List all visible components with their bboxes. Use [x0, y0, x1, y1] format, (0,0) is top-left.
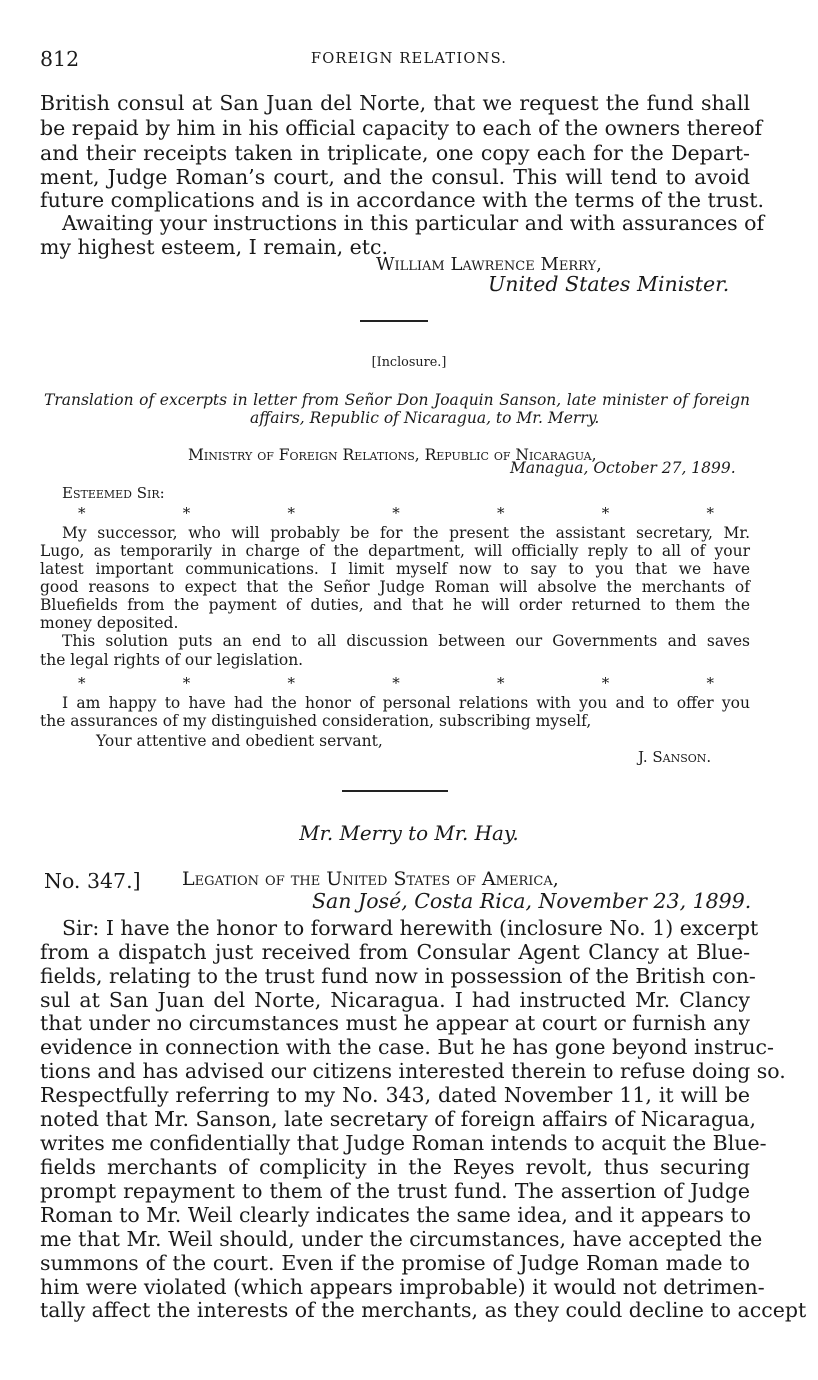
body-line: evidence in connection with the case. But he has gone beyond instruc-: [40, 1035, 774, 1059]
divider: [342, 790, 448, 792]
asterisk: *: [287, 504, 295, 522]
legation-dateline: Legation of the United States of America,: [182, 868, 559, 890]
asterisk: *: [497, 674, 505, 692]
closing: Your attentive and obedient servant,: [96, 732, 383, 750]
salutation: Esteemed Sir:: [62, 484, 165, 502]
inclosure-paragraph-line: Bluefields from the payment of duties, and that he will order returned to them the: [40, 596, 750, 614]
body-line: Respectfully referring to my No. 343, dated November 11, it will be: [40, 1083, 750, 1107]
inclosure-paragraph-line: good reasons to expect that the Señor Judge Roman will absolve the merchants of: [40, 578, 750, 596]
inclosure-paragraph-line: Lugo, as temporarily in charge of the department, will officially reply to all of your: [40, 542, 750, 560]
letter-date: San José, Costa Rica, November 23, 1899.: [312, 889, 752, 913]
translation-heading: Translation of excerpts in letter from Señor Don Joaquin Sanson, late minister of foreign: [44, 391, 750, 409]
asterisk: *: [497, 504, 505, 522]
asterisk: *: [392, 674, 400, 692]
letter-end-line: be repaid by him in his official capacity to each of the owners thereof: [40, 116, 763, 140]
page-number: 812: [40, 47, 80, 71]
body-line: sul at San Juan del Norte, Nicaragua. I had instructed Mr. Clancy: [40, 988, 750, 1012]
body-line: tions and has advised our citizens interested therein to refuse doing so.: [40, 1059, 786, 1083]
body-line: that under no circumstances must he appear at court or furnish any: [40, 1011, 750, 1035]
body-line: Sir: I have the honor to forward herewith (inclosure No. 1) excerpt: [62, 916, 759, 940]
asterisk: *: [78, 504, 86, 522]
body-line: summons of the court. Even if the promise of Judge Roman made to: [40, 1251, 750, 1275]
signature-title: United States Minister.: [488, 272, 730, 296]
body-line: him were violated (which appears improbable) it would not detrimen-: [40, 1275, 765, 1299]
inclosure-paragraph-line: I am happy to have had the honor of personal relations with you and to offer you: [62, 694, 750, 712]
asterisk: *: [706, 674, 714, 692]
letter-end-line: and their receipts taken in triplicate, one copy each for the Depart-: [40, 141, 750, 165]
body-line: noted that Mr. Sanson, late secretary of foreign affairs of Nicaragua,: [40, 1107, 757, 1131]
body-line: prompt repayment to them of the trust fund. The assertion of Judge: [40, 1179, 750, 1203]
asterisk: *: [601, 504, 610, 522]
body-line: fields merchants of complicity in the Reyes revolt, thus securing: [40, 1155, 750, 1179]
running-title: FOREIGN RELATIONS.: [310, 50, 508, 67]
letter-title: Mr. Merry to Mr. Hay.: [299, 822, 519, 845]
asterisk: *: [182, 674, 191, 692]
letter-end-line: future complications and is in accordance with the terms of the trust.: [40, 188, 765, 212]
body-line: me that Mr. Weil should, under the circumstances, have accepted the: [40, 1227, 763, 1251]
asterisk: *: [78, 674, 86, 692]
asterisk: *: [706, 504, 714, 522]
inclosure-date: Managua, October 27, 1899.: [510, 459, 736, 477]
dispatch-number: No. 347.]: [44, 869, 141, 893]
inclosure-paragraph-line: latest important communications. I limit myself now to say to you that we have: [40, 560, 750, 578]
asterisk: *: [392, 504, 400, 522]
inclosure-paragraph-line: the assurances of my distinguished consideration, subscribing myself,: [40, 712, 592, 730]
ellipsis-asterisks: [78, 674, 714, 692]
asterisk: *: [182, 504, 191, 522]
body-line: fields, relating to the trust fund now in possession of the British con-: [40, 964, 756, 988]
letter-end-line: British consul at San Juan del Norte, that we request the fund shall: [40, 91, 750, 115]
inclosure-signature: J. Sanson.: [638, 748, 712, 766]
inclosure-paragraph-line: This solution puts an end to all discussion between our Governments and saves: [62, 632, 750, 650]
body-line: tally affect the interests of the merchants, as they could decline to accept: [40, 1298, 807, 1322]
body-line: Roman to Mr. Weil clearly indicates the same idea, and it appears to: [40, 1203, 751, 1227]
asterisk: *: [287, 674, 295, 692]
asterisk: *: [601, 674, 610, 692]
body-line: writes me confidentially that Judge Roman intends to acquit the Blue-: [40, 1131, 767, 1155]
inclosure-dateline: Ministry of Foreign Relations, Republic of Nicaragua,: [188, 446, 597, 464]
letter-end-line: my highest esteem, I remain, etc.: [40, 235, 389, 259]
translation-heading: affairs, Republic of Nicaragua, to Mr. Merry.: [250, 409, 600, 427]
body-line: from a dispatch just received from Consular Agent Clancy at Blue-: [40, 940, 750, 964]
inclosure-label: [Inclosure.]: [371, 355, 447, 370]
inclosure-paragraph-line: money deposited.: [40, 614, 179, 632]
letter-end-line: Awaiting your instructions in this particular and with assurances of: [62, 211, 765, 235]
signature-name: William Lawrence Merry,: [376, 254, 602, 275]
divider: [360, 320, 428, 322]
ellipsis-asterisks: [78, 504, 714, 522]
inclosure-paragraph-line: My successor, who will probably be for the present the assistant secretary, Mr.: [62, 524, 750, 542]
inclosure-paragraph-line: the legal rights of our legislation.: [40, 651, 304, 669]
letter-end-line: ment, Judge Roman’s court, and the consul. This will tend to avoid: [40, 165, 750, 189]
